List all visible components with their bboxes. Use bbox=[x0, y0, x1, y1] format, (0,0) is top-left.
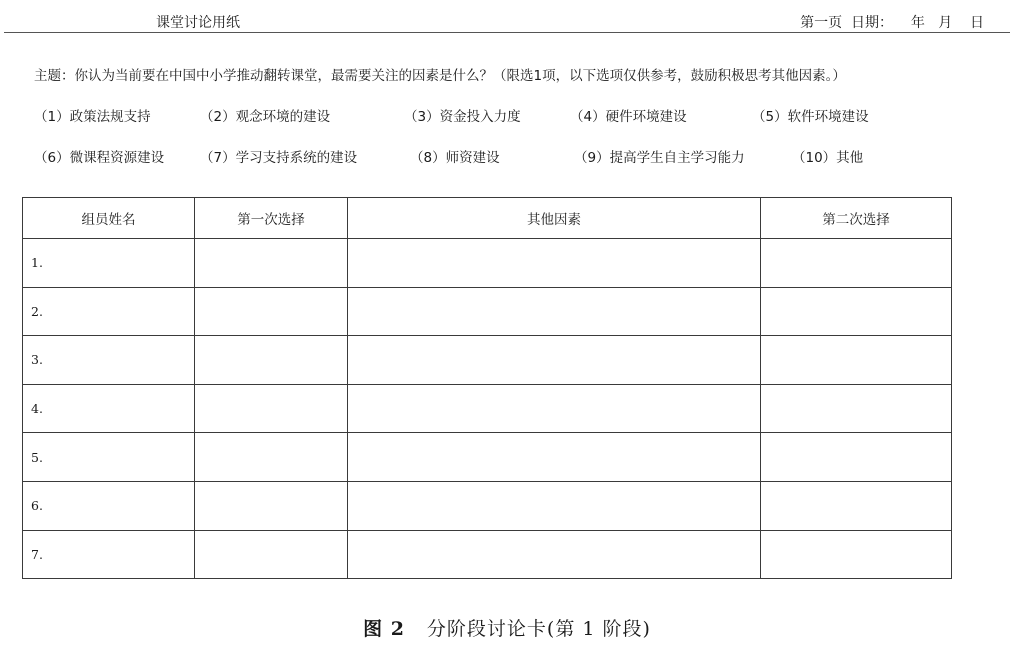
other-factors-cell[interactable] bbox=[348, 481, 761, 530]
option-5: （5）软件环境建设 bbox=[752, 109, 869, 125]
second-choice-cell[interactable] bbox=[761, 384, 952, 433]
member-name-cell[interactable]: 5. bbox=[23, 433, 195, 482]
first-choice-cell[interactable] bbox=[195, 530, 348, 579]
header-divider bbox=[4, 32, 1010, 33]
member-name-cell[interactable]: 7. bbox=[23, 530, 195, 579]
other-factors-cell[interactable] bbox=[348, 239, 761, 288]
table-row bbox=[23, 239, 952, 288]
other-factors-cell[interactable] bbox=[348, 287, 761, 336]
first-choice-cell[interactable] bbox=[195, 239, 348, 288]
second-choice-cell[interactable] bbox=[761, 433, 952, 482]
first-choice-cell[interactable] bbox=[195, 481, 348, 530]
option-3: （3）资金投入力度 bbox=[404, 109, 521, 125]
column-header-second-choice: 第二次选择 bbox=[761, 198, 952, 239]
other-factors-cell[interactable] bbox=[348, 384, 761, 433]
table-row bbox=[23, 481, 952, 530]
member-name-cell[interactable]: 4. bbox=[23, 384, 195, 433]
member-name-cell[interactable]: 1. bbox=[23, 239, 195, 288]
second-choice-cell[interactable] bbox=[761, 239, 952, 288]
option-6: （6）微课程资源建设 bbox=[34, 150, 165, 166]
table-row bbox=[23, 433, 952, 482]
member-name-cell[interactable]: 2. bbox=[23, 287, 195, 336]
option-7: （7）学习支持系统的建设 bbox=[200, 150, 358, 166]
other-factors-cell[interactable] bbox=[348, 336, 761, 385]
table-row bbox=[23, 384, 952, 433]
first-choice-cell[interactable] bbox=[195, 384, 348, 433]
second-choice-cell[interactable] bbox=[761, 336, 952, 385]
option-10: （10）其他 bbox=[792, 150, 864, 166]
option-8: （8）师资建设 bbox=[410, 150, 500, 166]
table-row bbox=[23, 336, 952, 385]
table-header-row bbox=[23, 198, 952, 239]
table-row bbox=[23, 287, 952, 336]
option-1: （1）政策法规支持 bbox=[34, 109, 151, 125]
member-name-cell[interactable]: 6. bbox=[23, 481, 195, 530]
option-4: （4）硬件环境建设 bbox=[570, 109, 687, 125]
first-choice-cell[interactable] bbox=[195, 433, 348, 482]
discussion-card-table bbox=[22, 197, 952, 579]
second-choice-cell[interactable] bbox=[761, 530, 952, 579]
second-choice-cell[interactable] bbox=[761, 287, 952, 336]
option-9: （9）提高学生自主学习能力 bbox=[574, 150, 745, 166]
discussion-topic: 主题：你认为当前要在中国中小学推动翻转课堂，最需要关注的因素是什么？（限选1项，以下选项仅供参考，鼓励积极思考其他因素。） bbox=[34, 68, 846, 84]
first-choice-cell[interactable] bbox=[195, 287, 348, 336]
column-header-first-choice: 第一次选择 bbox=[195, 198, 348, 239]
form-title: 课堂讨论用纸 bbox=[156, 15, 240, 31]
figure-label: 图 2 bbox=[363, 618, 405, 640]
page-header bbox=[0, 12, 1014, 34]
column-header-other-factors: 其他因素 bbox=[348, 198, 761, 239]
column-header-member-name: 组员姓名 bbox=[23, 198, 195, 239]
other-factors-cell[interactable] bbox=[348, 530, 761, 579]
member-name-cell[interactable]: 3. bbox=[23, 336, 195, 385]
first-choice-cell[interactable] bbox=[195, 336, 348, 385]
second-choice-cell[interactable] bbox=[761, 481, 952, 530]
table-row bbox=[23, 530, 952, 579]
figure-caption-text: 分阶段讨论卡(第 1 阶段) bbox=[426, 618, 651, 640]
option-2: （2）观念环境的建设 bbox=[200, 109, 331, 125]
page-date-line: 第一页 日期： 年 月 日 bbox=[800, 15, 984, 31]
figure-caption bbox=[0, 614, 1014, 641]
other-factors-cell[interactable] bbox=[348, 433, 761, 482]
